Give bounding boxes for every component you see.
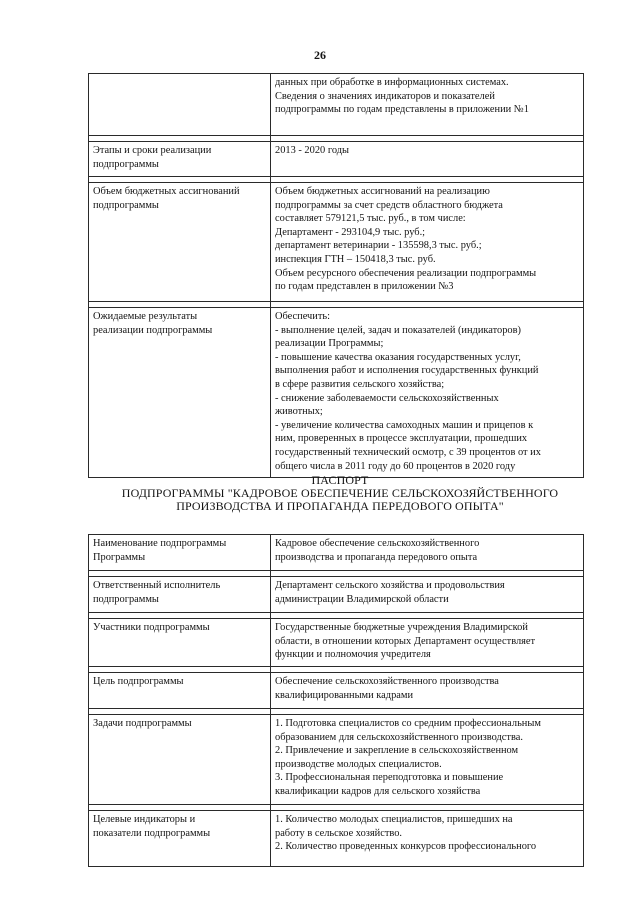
label-line: Наименование подпрограммы [93,538,227,549]
value-line: области, в отношении которых Департамент осуществляет [275,635,536,647]
value-line: Департамент - 293104,9 тыс. руб.; [275,226,426,238]
value-line: 1. Количество молодых специалистов, пришедших на [275,814,513,825]
row-label-cell [89,577,271,613]
row-label-cell [89,183,271,302]
label-line: подпрограммы [93,158,159,170]
value-line: Сведения о значениях индикаторов и показателей [275,90,495,102]
table-row [89,715,584,805]
table-row [89,142,584,177]
table-row [89,74,584,136]
value-line: реализации Программы; [275,338,384,350]
label-line: Ожидаемые результаты [93,311,198,322]
row-value-cell [271,811,584,867]
table-row [89,183,584,302]
value-line: - снижение заболеваемости сельскохозяйственных [275,392,499,404]
row-value-cell [271,673,584,709]
value-line: Объем бюджетных ассигнований на реализацию [275,186,490,197]
row-value-cell [271,715,584,805]
page-number: 26 [314,48,326,62]
value-line: 3. Профессиональная переподготовка и повышение [275,772,504,784]
row-label-cell [89,74,271,136]
row-value-cell [271,619,584,667]
value-line: Департамент сельского хозяйства и продовольствия [275,580,505,591]
label-line: Ответственный исполнитель [93,580,221,591]
label-line: Цель подпрограммы [93,676,184,687]
row-label-cell [89,142,271,177]
row-value-cell [271,142,584,177]
value-line: данных при обработке в информационных системах. [275,77,509,88]
value-line: по годам представлен в приложении №3 [275,281,454,293]
value-line: образованием для сельскохозяйственного производства. [275,731,523,743]
value-line: животных; [275,406,323,418]
row-value-cell [271,535,584,571]
label-line: Этапы и сроки реализации [93,145,212,156]
value-line: - увеличение количества самоходных машин и прицепов к [275,419,534,431]
value-line: Объем ресурсного обеспечения реализации подпрограммы [275,267,537,279]
table-row [89,619,584,667]
value-line: Государственные бюджетные учреждения Владимирской [275,622,528,633]
value-line: составляет 579121,5 тыс. руб., в том числе: [275,213,466,225]
table-row [89,811,584,867]
value-line: выполнения работ и исполнения государственных функций [275,365,539,377]
row-label-cell [89,715,271,805]
subprogram-passport-table-continued [88,73,584,478]
table-row [89,673,584,709]
row-value-cell [271,183,584,302]
label-line: реализации подпрограммы [93,324,213,336]
label-line: подпрограммы [93,199,159,211]
row-value-cell [271,308,584,478]
row-value-cell [271,74,584,136]
label-line: подпрограммы [93,593,159,605]
value-line: подпрограммы за счет средств областного бюджета [275,199,503,211]
row-label-cell [89,673,271,709]
row-label-cell [89,811,271,867]
heading-title: ПАСПОРТ [311,473,369,487]
label-line: Объем бюджетных ассигнований [93,186,240,197]
value-line: квалифицированными кадрами [275,689,414,701]
value-line: 1. Подготовка специалистов со средним профессиональным [275,718,541,729]
row-label-cell [89,619,271,667]
value-line: производства и пропаганда передового опыта [275,551,478,563]
value-line: в сфере развития сельского хозяйства; [275,378,445,390]
label-line: Целевые индикаторы и [93,814,196,825]
subprogram-passport-table [88,534,584,867]
table-row [89,577,584,613]
label-line: Программы [93,551,146,563]
value-line: подпрограммы по годам представлены в приложении №1 [275,104,529,116]
table-row [89,308,584,478]
value-line: 2013 - 2020 годы [275,145,349,156]
value-line: департамент ветеринарии - 135598,3 тыс. руб.; [275,240,482,252]
row-value-cell [271,577,584,613]
value-line: ним, проверенных в процессе эксплуатации, прошедших [275,433,528,445]
heading-subprogram-name-line-2: ПРОИЗВОДСТВА И ПРОПАГАНДА ПЕРЕДОВОГО ОПЫТА" [176,499,504,513]
subprogram-passport-heading [60,474,620,513]
value-line: производстве молодых специалистов. [275,758,442,770]
row-label-cell [89,308,271,478]
value-line: - выполнение целей, задач и показателей (индикаторов) [275,324,521,336]
value-line: Обеспечение сельскохозяйственного производства [275,676,499,687]
value-line: функции и полномочия учредителя [275,649,431,661]
value-line: работу в сельское хозяйство. [275,827,403,839]
value-line: - повышение качества оказания государственных услуг, [275,351,521,363]
table-row [89,535,584,571]
heading-subprogram-name-line-1: ПОДПРОГРАММЫ "КАДРОВОЕ ОБЕСПЕЧЕНИЕ СЕЛЬСКОХОЗЯЙСТВЕННОГО [121,486,559,500]
value-line: администрации Владимирской области [275,593,449,605]
value-line: общего числа в 2011 году до 60 процентов в 2020 году [275,460,516,472]
value-line: 2. Привлечение и закрепление в сельскохозяйственном [275,745,519,757]
label-line: Участники подпрограммы [93,622,210,633]
value-line: Кадровое обеспечение сельскохозяйственного [275,538,480,549]
value-line: Обеспечить: [275,311,331,322]
row-label-cell [89,535,271,571]
label-line: Задачи подпрограммы [93,718,192,729]
value-line: 2. Количество проведенных конкурсов профессионального [275,841,537,853]
label-line: показатели подпрограммы [93,827,211,839]
value-line: квалификации кадров для сельского хозяйства [275,785,481,797]
value-line: инспекция ГТН – 150418,3 тыс. руб. [275,253,436,265]
value-line: государственный технический осмотр, с 39 процентов от их [275,446,541,458]
